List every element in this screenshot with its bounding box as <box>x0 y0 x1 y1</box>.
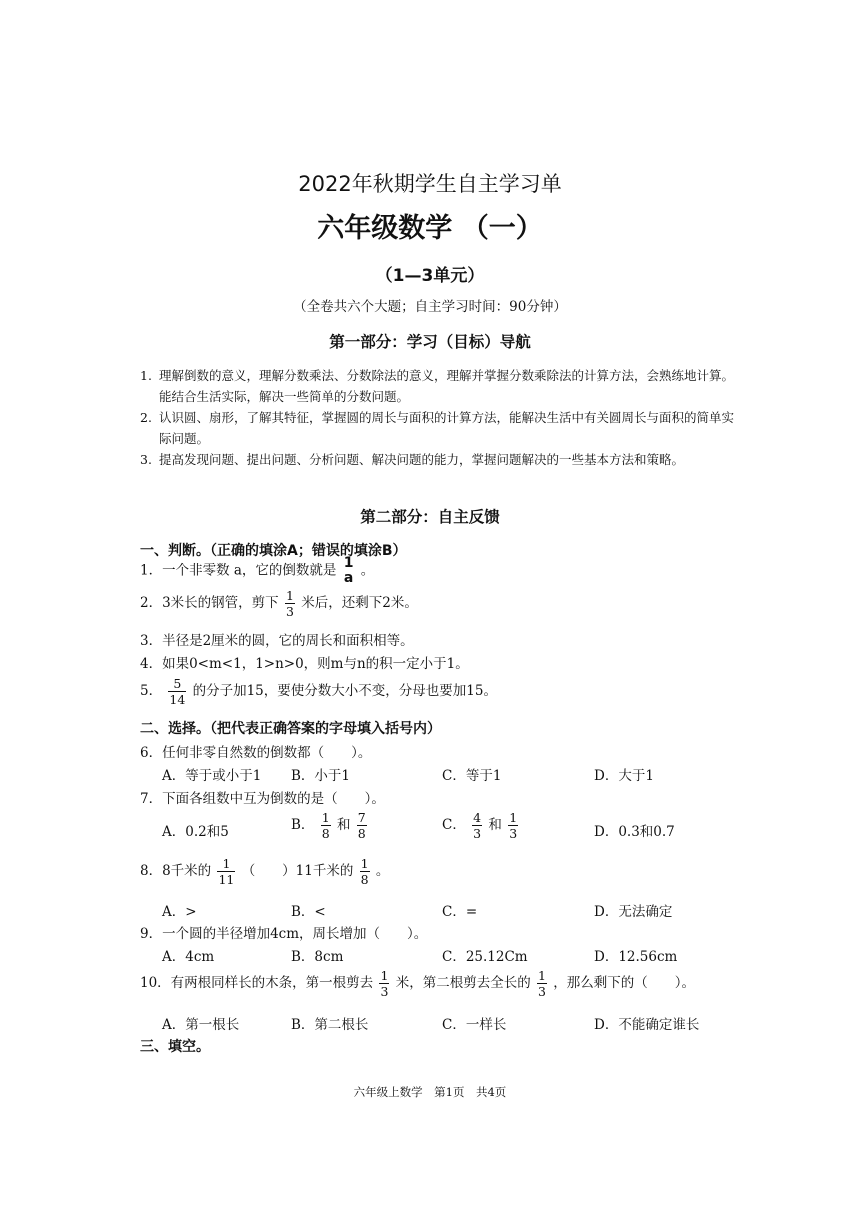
option-c: C．一样长 <box>442 1017 507 1033</box>
goal-number: 3. <box>140 452 152 467</box>
goal-number: 1. <box>140 368 152 383</box>
unit-range: （1—3单元） <box>375 266 485 286</box>
fraction <box>285 588 295 619</box>
option-label: C． <box>442 817 466 833</box>
worksheet-title: 2022年秋期学生自主学习单 <box>298 172 562 196</box>
numerator: 1 <box>380 968 389 983</box>
goal-item <box>140 449 740 470</box>
option-b: B．小于1 <box>291 768 351 784</box>
option-c: C．等于1 <box>442 768 502 784</box>
question-2 <box>140 588 418 619</box>
question-9: 9．一个圆的半径增加4cm，周长增加（ ）。 <box>140 926 428 942</box>
denominator: a <box>343 570 354 586</box>
numerator: 1 <box>360 856 369 871</box>
question-10 <box>140 968 695 999</box>
numerator: 1 <box>538 968 546 983</box>
numerator: 1 <box>321 810 330 825</box>
section1-title: 一、判断。（正确的填涂A；错误的填涂B） <box>140 543 407 559</box>
numerator: 1 <box>217 856 235 872</box>
numerator: 4 <box>473 810 482 825</box>
goal-text: 提高发现问题、提出问题、分析问题、解决问题的能力，掌握问题解决的一些基本方法和策略。 <box>159 452 685 467</box>
page-footer: 六年级上数学 第1页 共4页 <box>353 1085 507 1099</box>
goal-item <box>140 365 740 407</box>
fraction <box>343 556 355 586</box>
fraction <box>379 968 389 999</box>
numerator: 5 <box>168 676 186 692</box>
question-8 <box>140 856 389 887</box>
fraction <box>321 810 331 841</box>
numerator: 1 <box>343 555 354 571</box>
question-5 <box>140 676 497 707</box>
denominator: 3 <box>509 826 518 841</box>
question-text: 10．有两根同样长的木条，第一根剪去 <box>140 975 374 991</box>
question-text: 。 <box>360 562 375 579</box>
option-a: A．> <box>162 904 197 920</box>
denominator: 3 <box>473 826 482 841</box>
goal-text: 理解倒数的意义，理解分数乘法、分数除法的意义，理解并掌握分数乘除法的计算方法，会熟练地计算。能结合生活实际，解决一些简单的分数问题。 <box>159 368 735 404</box>
question-text: ，那么剩下的（ ）。 <box>553 975 696 991</box>
fraction <box>357 810 367 841</box>
option-d: D．不能确定谁长 <box>594 1017 700 1033</box>
option-label: B． <box>291 817 315 833</box>
option-c <box>442 810 520 841</box>
numerator: 1 <box>509 810 518 825</box>
goal-text: 认识圆、扇形，了解其特征，掌握圆的周长与面积的计算方法，能解决生活中有关圆周长与面积的简单实际问题。 <box>159 410 735 446</box>
option-d: D．无法确定 <box>594 904 673 920</box>
question-text: 。 <box>375 863 390 879</box>
option-c: C．= <box>442 904 478 920</box>
goal-number: 2. <box>140 410 152 425</box>
question-text: 的分子加15，要使分数大小不变，分母也要加15。 <box>192 683 497 699</box>
option-a: A．第一根长 <box>162 1017 240 1033</box>
option-b <box>291 810 369 841</box>
question-7: 7．下面各组数中互为倒数的是（ ）。 <box>140 791 385 807</box>
question-3: 3．半径是2厘米的圆，它的周长和面积相等。 <box>140 633 414 649</box>
question-text: 米后，还剩下2米。 <box>301 595 418 611</box>
part2-heading: 第二部分：自主反馈 <box>360 508 500 526</box>
option-text: 和 <box>488 817 502 833</box>
option-d: D．大于1 <box>594 768 654 784</box>
section2-title: 二、选择。（把代表正确答案的字母填入括号内） <box>140 721 441 737</box>
denominator: 8 <box>360 872 369 887</box>
fraction <box>472 810 482 841</box>
part1-heading: 第一部分：学习（目标）导航 <box>329 333 531 351</box>
question-text: （ ）11千米的 <box>241 863 354 879</box>
option-a: A．4cm <box>162 949 215 965</box>
fraction <box>508 810 518 841</box>
question-4: 4．如果0<m<1，1>n>0，则m与n的积一定小于1。 <box>140 656 469 672</box>
option-c: C．25.12Cm <box>442 949 528 965</box>
subject-title: 六年级数学 （一） <box>317 213 543 244</box>
denominator: 3 <box>285 604 294 619</box>
option-d: D．0.3和0.7 <box>594 824 675 840</box>
option-b: B．< <box>291 904 326 920</box>
question-text: 8．8千米的 <box>140 863 212 879</box>
option-b: B．8cm <box>291 949 344 965</box>
question-text: 5． <box>140 683 163 699</box>
question-6: 6．任何非零自然数的倒数都（ ）。 <box>140 745 372 761</box>
option-a: A．0.2和5 <box>162 824 229 840</box>
question-text: 米，第二根剪去全长的 <box>395 975 531 991</box>
option-text: 和 <box>336 817 351 833</box>
question-1 <box>140 556 374 586</box>
fraction <box>217 856 235 887</box>
denominator: 8 <box>357 826 366 841</box>
denominator: 8 <box>321 826 330 841</box>
denominator: 3 <box>380 984 389 999</box>
question-text: 2．3米长的钢管，剪下 <box>140 595 279 611</box>
fraction <box>537 968 547 999</box>
goal-item <box>140 407 740 449</box>
numerator: 1 <box>285 588 294 603</box>
option-a: A．等于或小于1 <box>162 768 262 784</box>
question-text: 1．一个非零数 a，它的倒数就是 <box>140 562 337 579</box>
fraction <box>360 856 370 887</box>
numerator: 7 <box>357 810 366 825</box>
denominator: 11 <box>218 872 235 887</box>
option-b: B．第二根长 <box>291 1017 369 1033</box>
fraction <box>168 676 186 707</box>
section3-title: 三、填空。 <box>140 1039 210 1055</box>
option-d: D．12.56cm <box>594 949 678 965</box>
denominator: 3 <box>538 984 546 999</box>
exam-note: （全卷共六个大题；自主学习时间：90分钟） <box>293 299 567 315</box>
denominator: 14 <box>169 692 186 707</box>
